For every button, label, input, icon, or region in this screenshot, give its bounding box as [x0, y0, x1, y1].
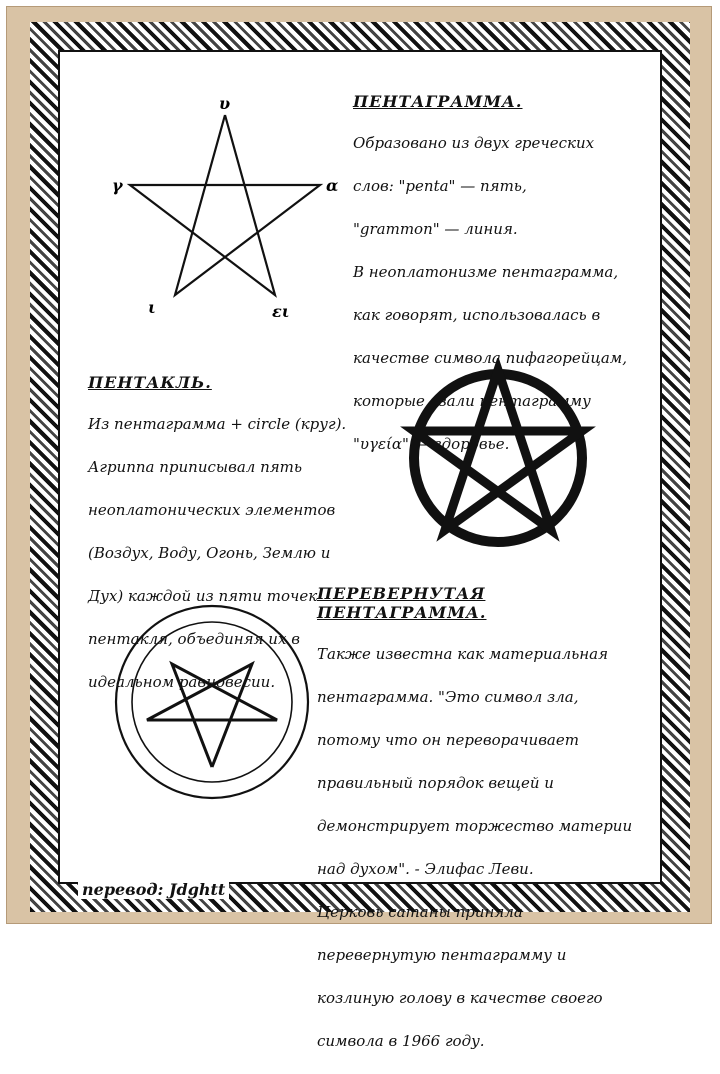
text-line: перевернутую пентаграмму и: [317, 945, 567, 964]
text-line: качестве символа пифагорейцам,: [353, 348, 627, 367]
text-line: которые звали пентаграмму: [353, 391, 591, 410]
text-line: правильный порядок вещей и: [317, 773, 554, 792]
text-line: Также известна как материальная: [317, 644, 609, 663]
text-line: неоплатонических элементов: [88, 500, 336, 519]
text-line: Агриппа приписывал пять: [88, 457, 303, 476]
text-line: символа в 1966 году.: [317, 1031, 485, 1050]
text-line: пентаграмма. "Это символ зла,: [317, 687, 579, 706]
text-line: идеальном равновесии.: [88, 672, 276, 691]
inverted-pentagram-description: [317, 622, 657, 1074]
pentacle-heading: ПЕНТАКЛЬ.: [88, 373, 212, 392]
text-line: Церковь сатаны приняла: [317, 902, 523, 921]
text-line: Образовано из двух греческих: [353, 133, 595, 152]
text-line: козлиную голову в качестве своего: [317, 988, 603, 1007]
vertex-label-bottom-left: ι: [148, 298, 156, 317]
vertex-label-right: α: [326, 176, 339, 195]
translator-credit: перевод: Jdghtt: [78, 880, 229, 899]
text-line: над духом". - Элифас Леви.: [317, 859, 534, 878]
text-line: "grammon" — линия.: [353, 219, 518, 238]
pentagram-heading: ПЕНТАГРАММА.: [353, 92, 523, 111]
inverted-pentagram-heading-line1: ПЕРЕВЕРНУТАЯ: [317, 584, 486, 603]
inverted-pentagram-section: [317, 584, 657, 1074]
inverted-pentagram-seal: [112, 602, 312, 802]
text-line: как говорят, использовалась в: [353, 305, 601, 324]
pentagram-labeled-diagram: [100, 95, 350, 325]
text-line: демонстрирует торжество материи: [317, 816, 633, 835]
pentagram-star-lines: [130, 115, 320, 295]
text-line: потому что он переворачивает: [317, 730, 579, 749]
text-line: Дух) каждой из пяти точек: [88, 586, 318, 605]
text-line: В неоплатонизме пентаграмма,: [353, 262, 619, 281]
inverted-pentagram-heading-line2: ПЕНТАГРАММА.: [317, 603, 487, 622]
pentacle-icon: [398, 358, 598, 558]
vertex-label-bottom-right: ει: [272, 302, 290, 321]
text-line: пентакля, объединяя их в: [88, 629, 300, 648]
text-line: слов: "penta" — пять,: [353, 176, 527, 195]
vertex-label-left: γ: [112, 176, 123, 195]
text-line: (Воздух, Воду, Огонь, Землю и: [88, 543, 331, 562]
text-line: Из пентаграмма + circle (круг).: [88, 414, 347, 433]
vertex-label-top: υ: [219, 95, 231, 113]
text-line: "υγεία" — здоровье.: [353, 434, 510, 453]
